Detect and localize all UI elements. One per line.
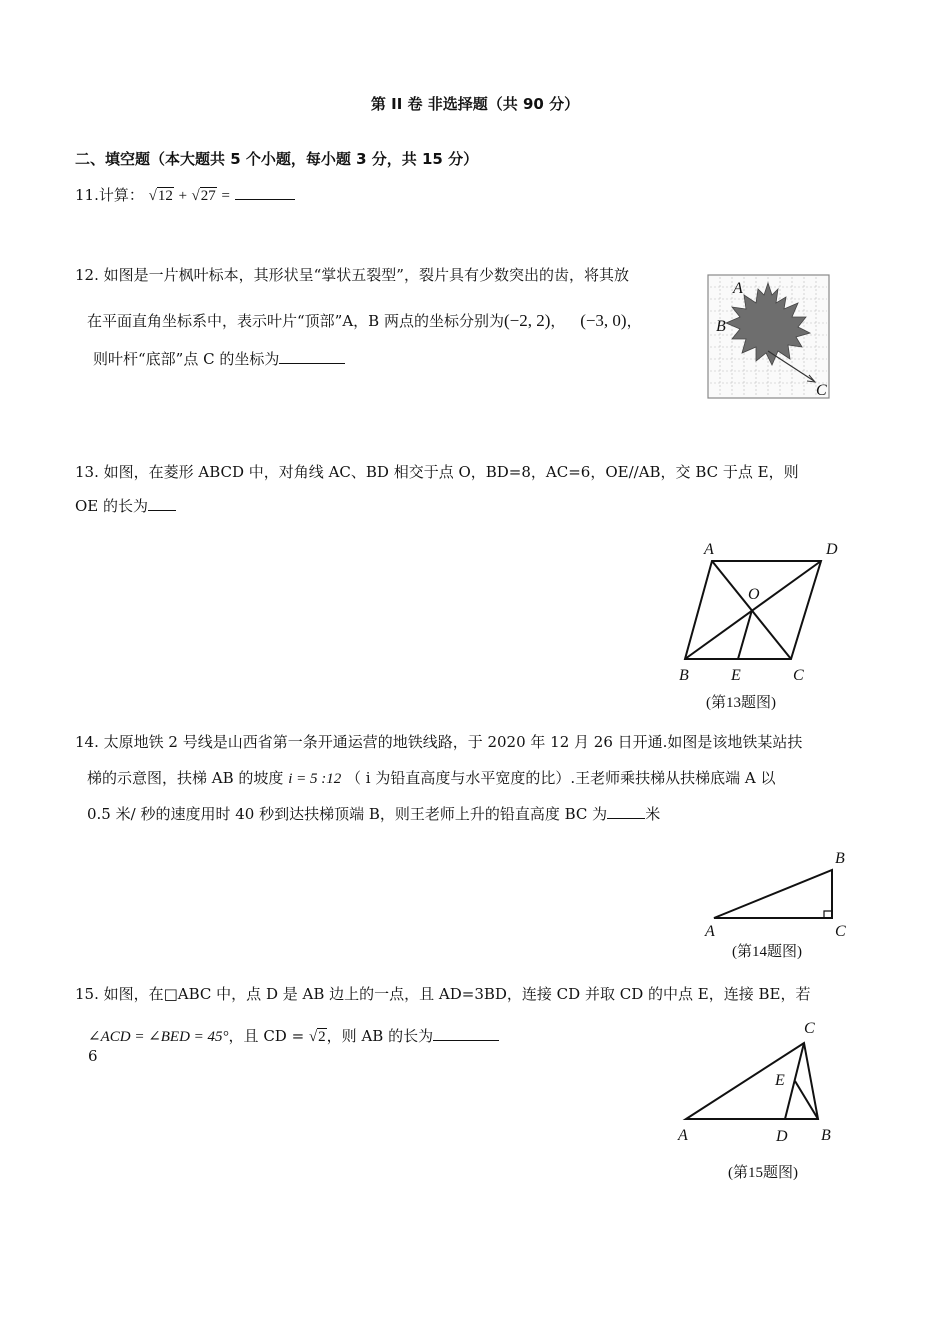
rhombus-label-b: B	[679, 667, 689, 684]
q11-prefix: 11.计算：	[75, 186, 144, 204]
q11-answer-blank[interactable]	[235, 185, 295, 200]
q15-caption: (第15题图)	[728, 1165, 798, 1181]
q15-sqrt-2: √2	[308, 1029, 326, 1045]
question-11	[75, 185, 295, 206]
q12-line-1: 12. 如图是一片枫叶标本，其形状呈“掌状五裂型”，裂片具有少数突出的齿，将其放	[75, 266, 629, 284]
rhombus-label-d: D	[826, 541, 838, 558]
q15-line-1: 15. 如图，在□ABC 中，点 D 是 AB 边上的一点，且 AD=3BD，连接 CD 并取 CD 的中点 E，连接 BE，若	[75, 985, 811, 1003]
rhombus-label-e: E	[731, 667, 741, 684]
q12-line-2-end: ，	[626, 312, 642, 330]
escalator-label-a: A	[705, 923, 715, 940]
q12-line-3-text: 则叶杆“底部”点 C 的坐标为	[93, 350, 280, 368]
rhombus-figure	[670, 535, 860, 715]
q14-ratio: i = 5 :12	[288, 771, 342, 787]
triangle-label-b: B	[821, 1127, 831, 1144]
q14-answer-blank[interactable]	[607, 804, 645, 819]
q12-answer-blank[interactable]	[279, 349, 345, 364]
rhombus-svg	[670, 535, 860, 715]
triangle-label-c: C	[804, 1020, 815, 1037]
q14-line-3-a: 0.5 米/ 秒的速度用时 40 秒到达扶梯顶端 B，则王老师上升的铅直高度 BC 为	[87, 805, 608, 823]
escalator-label-c: C	[835, 923, 846, 940]
part-heading: 二、填空题（本大题共 5 个小题，每小题 3 分，共 15 分）	[75, 150, 479, 168]
triangle-figure	[670, 1015, 850, 1185]
q12-coord-b: (−3, 0)	[580, 311, 627, 330]
diagonal-bd	[685, 561, 821, 659]
q14-unit: 米	[645, 805, 661, 823]
q15-angle-expression: ∠ACD = ∠BED = 45°	[88, 1029, 229, 1045]
rhombus-label-o: O	[748, 586, 760, 603]
maple-leaf-svg	[706, 273, 832, 401]
triangle-label-a: A	[678, 1127, 688, 1144]
rhombus-label-c: C	[793, 667, 804, 684]
right-angle-mark	[824, 911, 832, 918]
q13-line-1: 13. 如图，在菱形 ABCD 中，对角线 AC、BD 相交于点 O，BD=8，AC=6，OE//AB，交 BC 于点 E，则	[75, 463, 799, 481]
maple-leaf-figure	[706, 273, 832, 401]
q15-six: 6	[88, 1047, 98, 1065]
segment-oe	[738, 610, 752, 659]
q15-line-2-end: ，则 AB 的长为	[326, 1027, 434, 1045]
q14-line-2-a: 梯的示意图，扶梯 AB 的坡度	[87, 769, 284, 787]
escalator-triangle	[714, 870, 832, 918]
q11-radicand-b: 27	[200, 188, 216, 204]
q12-separator: ，	[550, 312, 566, 330]
q13-line-2-text: OE 的长为	[75, 497, 149, 515]
leaf-label-b: B	[716, 318, 726, 335]
q15-answer-blank[interactable]	[433, 1026, 499, 1041]
q13-line-2	[75, 496, 176, 516]
q11-radicand-a: 12	[157, 188, 173, 204]
q12-line-2	[87, 311, 642, 331]
q14-line-2-b: （ i 为铅直高度与水平宽度的比）.王老师乘扶梯从扶梯底端 A 以	[346, 769, 776, 787]
triangle-abc	[686, 1043, 818, 1119]
q12-coord-a: (−2, 2)	[503, 311, 551, 330]
q14-line-2	[87, 768, 776, 789]
leaf-label-a: A	[733, 280, 743, 297]
q12-line-3	[93, 349, 345, 369]
q14-line-1: 14. 太原地铁 2 号线是山西省第一条开通运营的地铁线路，于 2020 年 12 月 26 日开通.如图是该地铁某站扶	[75, 733, 803, 751]
q14-caption: (第14题图)	[732, 944, 802, 960]
triangle-label-e: E	[775, 1072, 785, 1089]
q11-expression: √12 + √27 =	[148, 188, 231, 204]
q14-line-3	[87, 804, 660, 824]
q15-mid-text: ，且 CD =	[228, 1027, 305, 1045]
escalator-svg	[700, 843, 860, 963]
escalator-label-b: B	[835, 850, 845, 867]
triangle-label-d: D	[776, 1128, 788, 1145]
q13-caption: (第13题图)	[706, 695, 776, 711]
q15-radicand: 2	[318, 1029, 326, 1045]
q13-answer-blank[interactable]	[148, 496, 176, 511]
leaf-label-c: C	[816, 382, 827, 399]
q15-line-2	[88, 1026, 499, 1047]
rhombus-label-a: A	[704, 541, 714, 558]
triangle-svg	[670, 1015, 850, 1185]
escalator-figure	[700, 843, 860, 963]
q12-line-2-text: 在平面直角坐标系中，表示叶片“顶部”A，B 两点的坐标分别为	[87, 312, 504, 330]
section-title: 第 II 卷 非选择题（共 90 分）	[370, 95, 580, 113]
